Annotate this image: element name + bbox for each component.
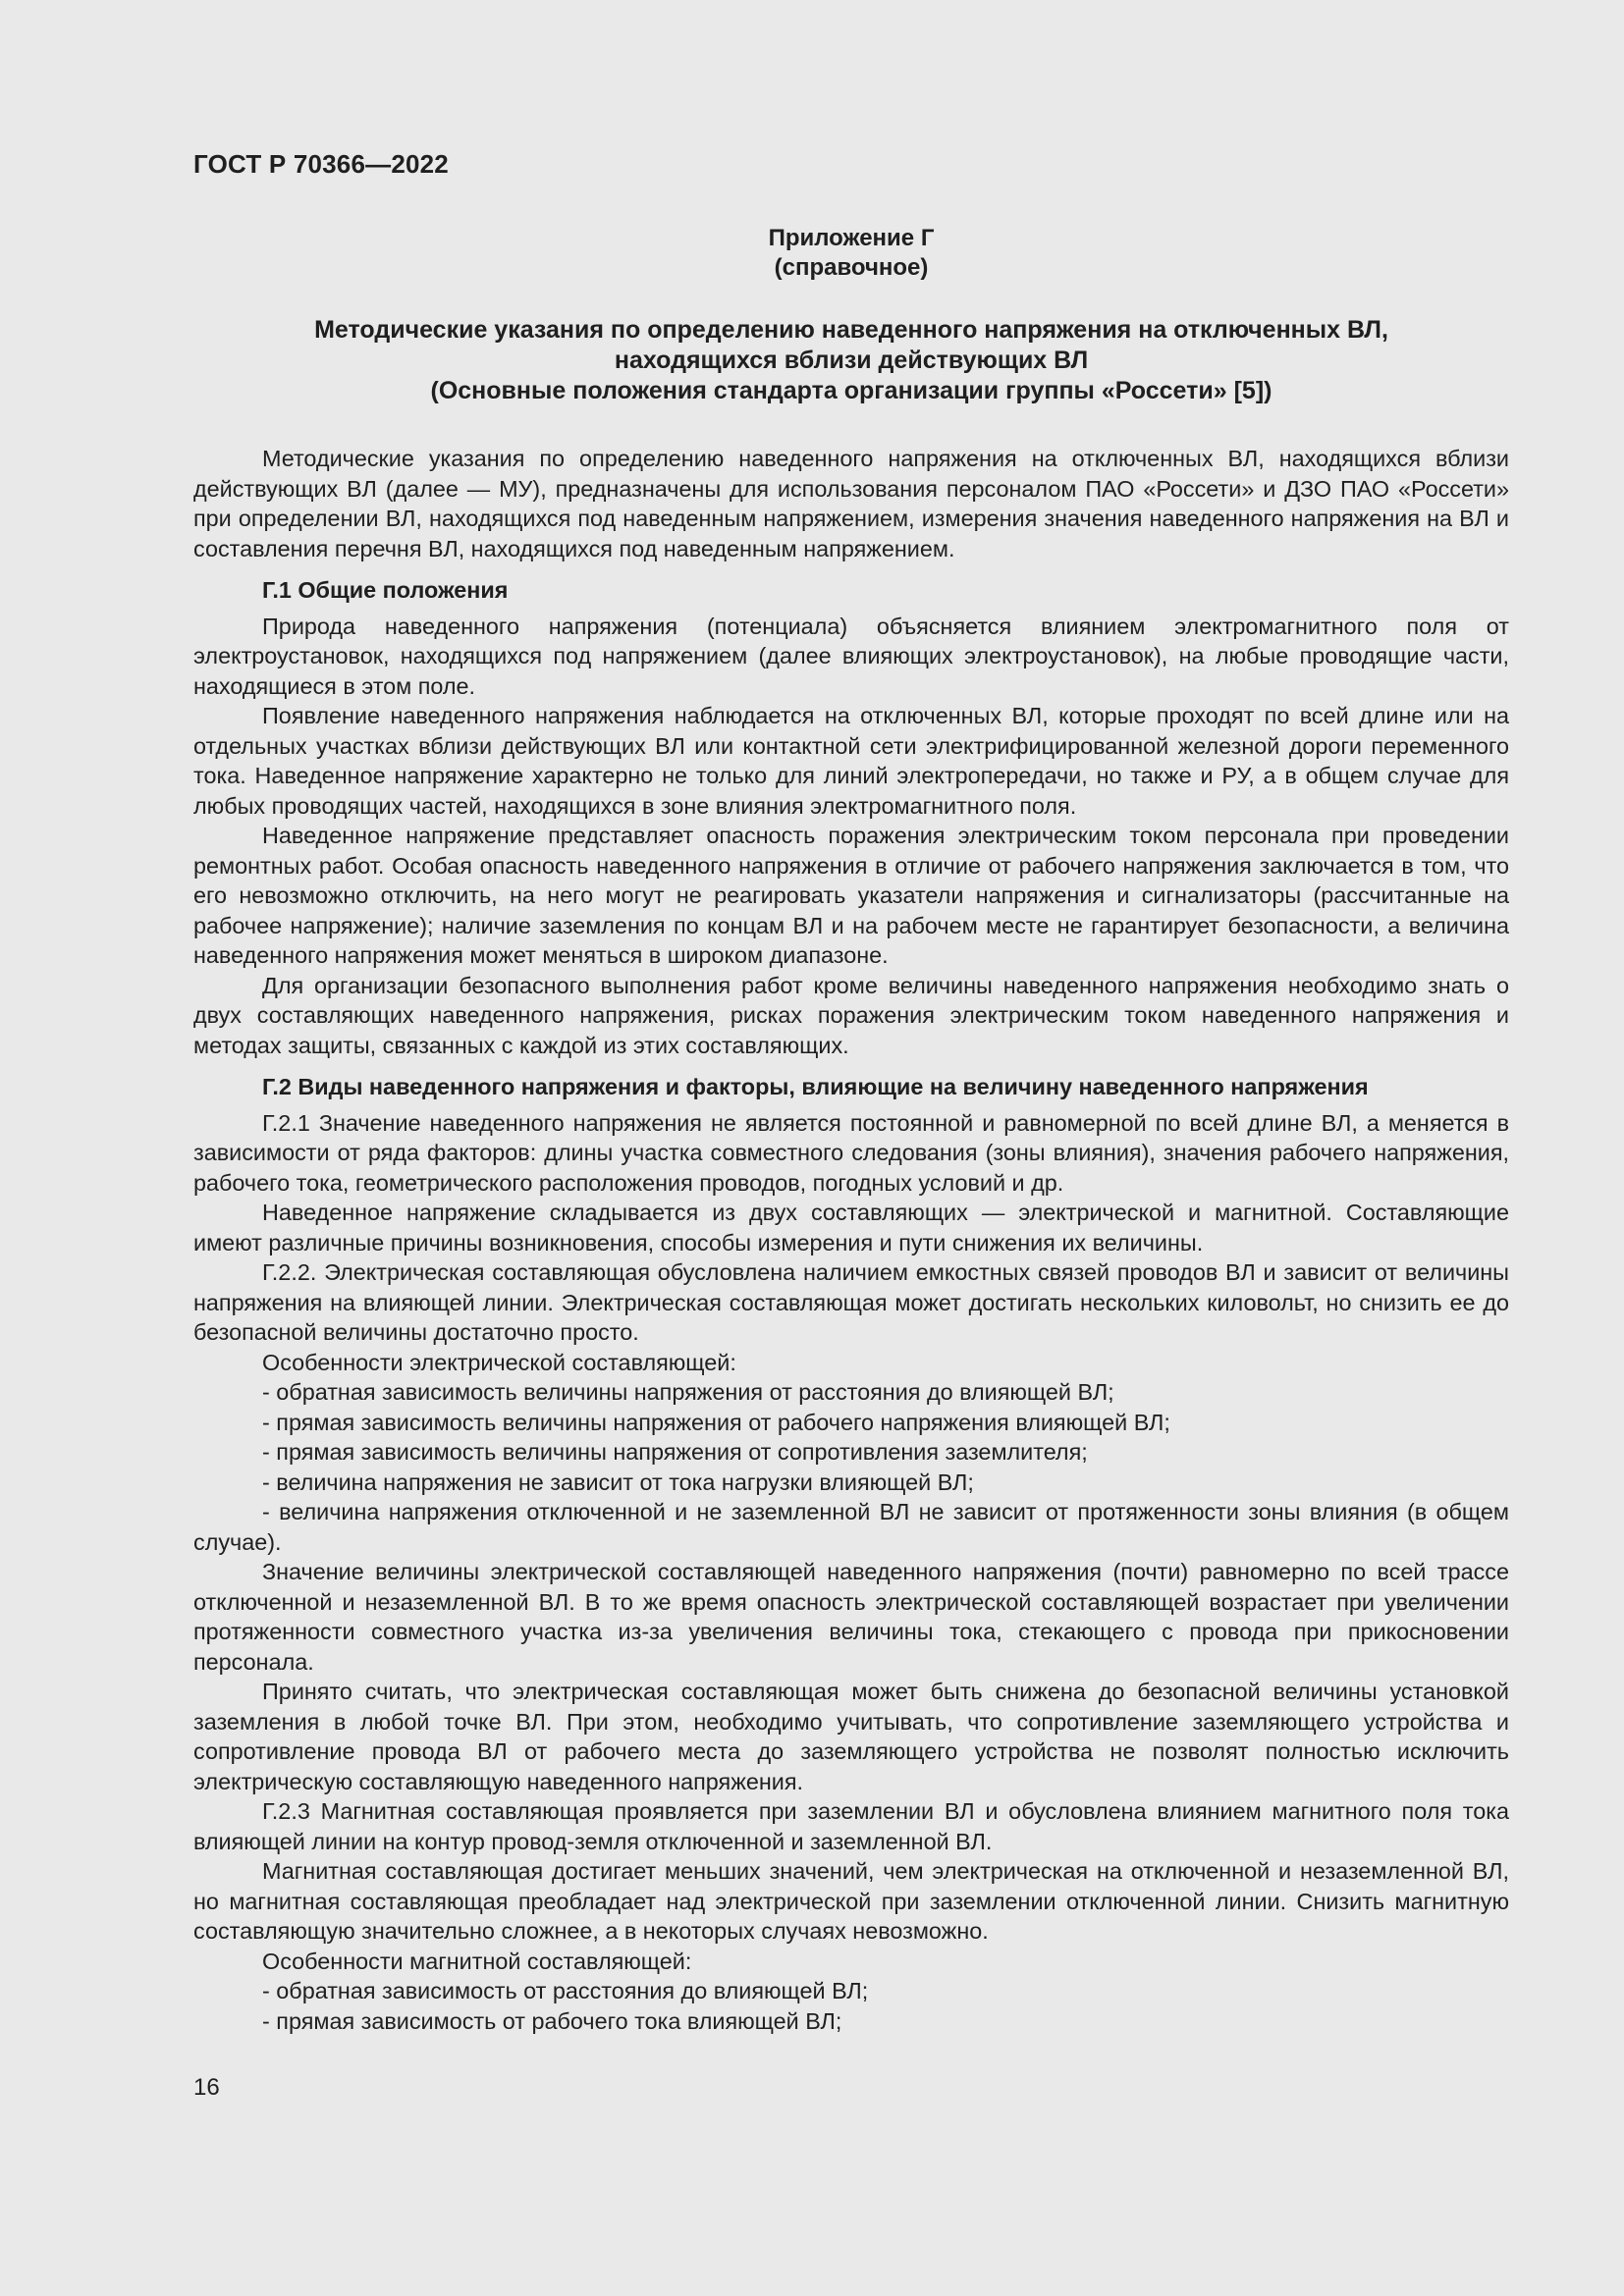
paragraph: Природа наведенного напряжения (потенциала) объясняется влиянием электромагнитного поля от электроустановок, находящихся под напряжением (далее влияющих электроустановок), на любые проводящие части, находящиеся в этом поле. xyxy=(193,613,1509,699)
paragraph: Наведенное напряжение складывается из двух составляющих — электрической и магнитной. Составляющие имеют различные причины возникновения, способы измерения и пути снижения их величины. xyxy=(193,1200,1509,1255)
section-heading-general: Г.1 Общие положения xyxy=(262,577,509,603)
paragraph: Г.2.3 Магнитная составляющая проявляется при заземлении ВЛ и обусловлена влиянием магнитного поля тока влияющей линии на контур провод-земля отключенной и заземленной ВЛ. xyxy=(193,1798,1509,1854)
list-title: Особенности электрической составляющей: xyxy=(262,1349,736,1375)
paragraph: Значение величины электрической составляющей наведенного напряжения (почти) равномерно по всей трассе отключенной и незаземленной ВЛ. В то же время опасность электрической составляющей возрастает при увеличении протяженности совместного участка из-за увеличения величины тока, стекающего с провода при прикосновении персонала. xyxy=(193,1559,1509,1675)
page-number: 16 xyxy=(193,2074,220,2101)
title-line-1: Методические указания по определению наведенного напряжения на отключенных ВЛ, xyxy=(314,316,1388,344)
list-item: - прямая зависимость величины напряжения от рабочего напряжения влияющей ВЛ; xyxy=(262,1409,1170,1435)
paragraph: Для организации безопасного выполнения работ кроме величины наведенного напряжения необходимо знать о двух составляющих наведенного напряжения, рисках поражения электрическим током наведенного напряжения и методах защиты, связанных с каждой из этих составляющих. xyxy=(193,972,1509,1058)
paragraph: Г.2.2. Электрическая составляющая обусловлена наличием емкостных связей проводов ВЛ и зависит от величины напряжения на влияющей линии. Электрическая составляющая может достигать нескольких киловольт, но снизить ее до безопасной величины достаточно просто. xyxy=(193,1259,1509,1345)
paragraph: Появление наведенного напряжения наблюдается на отключенных ВЛ, которые проходят по всей длине или на отдельных участках вблизи действующих ВЛ или контактной сети электрифицированной железной дороги переменного тока. Наведенное напряжение характерно не только для линий электропередачи, но также и РУ, а в общем случае для любых проводящих частей, находящихся в зоне влияния электромагнитного поля. xyxy=(193,703,1509,819)
document-body xyxy=(193,444,1509,2036)
title-line-3: (Основные положения стандарта организации группы «Россети» [5]) xyxy=(430,377,1272,404)
list-item: - величина напряжения отключенной и не заземленной ВЛ не зависит от протяженности зоны влияния (в общем случае). xyxy=(193,1499,1509,1555)
list-item: - прямая зависимость величины напряжения от сопротивления заземлителя; xyxy=(262,1439,1088,1465)
paragraph: Г.2.1 Значение наведенного напряжения не является постоянной и равномерной по всей длине ВЛ, а меняется в зависимости от ряда факторов: длины участка совместного следования (зоны влияния), значения рабочего напряжения, рабочего тока, геометрического расположения проводов, погодных условий и др. xyxy=(193,1109,1509,1196)
appendix-header xyxy=(193,224,1509,283)
paragraph: Магнитная составляющая достигает меньших значений, чем электрическая на отключенной и незаземленной ВЛ, но магнитная составляющая преобладает над электрической при заземлении отключенной линии. Снизить магнитную составляющую значительно сложнее, а в некоторых случаях невозможно. xyxy=(193,1858,1509,1944)
paragraph: Принято считать, что электрическая составляющая может быть снижена до безопасной величины установкой заземления в любой точке ВЛ. При этом, необходимо учитывать, что сопротивление заземляющего устройства и сопротивление провода ВЛ от рабочего места до заземляющего устройства не позволят полностью исключить электрическую составляющую наведенного напряжения. xyxy=(193,1679,1509,1794)
document-title xyxy=(193,315,1509,406)
paragraph: Наведенное напряжение представляет опасность поражения электрическим током персонала при проведении ремонтных работ. Особая опасность наведенного напряжения в отличие от рабочего напряжения заключается в том, что его невозможно отключить, на него могут не реагировать указатели напряжения и сигнализаторы (рассчитанные на рабочее напряжение); наличие заземления по концам ВЛ и на рабочем месте не гарантирует безопасности, а величина наведенного напряжения может меняться в широком диапазоне. xyxy=(193,823,1509,968)
section-heading-types: Г.2 Виды наведенного напряжения и факторы, влияющие на величину наведенного напряжения xyxy=(262,1074,1369,1099)
appendix-type: (справочное) xyxy=(774,254,929,281)
list-item: - обратная зависимость величины напряжения от расстояния до влияющей ВЛ; xyxy=(262,1379,1114,1405)
list-title: Особенности магнитной составляющей: xyxy=(262,1948,692,1974)
list-item: - величина напряжения не зависит от тока нагрузки влияющей ВЛ; xyxy=(262,1468,974,1495)
list-item: - прямая зависимость от рабочего тока влияющей ВЛ; xyxy=(262,2007,842,2034)
title-line-2: находящихся вблизи действующих ВЛ xyxy=(614,347,1089,374)
appendix-title: Приложение Г xyxy=(768,225,935,251)
document-code: ГОСТ Р 70366—2022 xyxy=(193,149,449,179)
list-item: - обратная зависимость от расстояния до влияющей ВЛ; xyxy=(262,1978,869,2003)
intro-paragraph: Методические указания по определению наведенного напряжения на отключенных ВЛ, находящихся вблизи действующих ВЛ (далее — МУ), предназначены для использования персоналом ПАО «Россети» и ДЗО ПАО «Россети» при определении ВЛ, находящихся под наведенным напряжением, измерения значения наведенного напряжения на ВЛ и составления перечня ВЛ, находящихся под наведенным напряжением. xyxy=(193,446,1509,561)
